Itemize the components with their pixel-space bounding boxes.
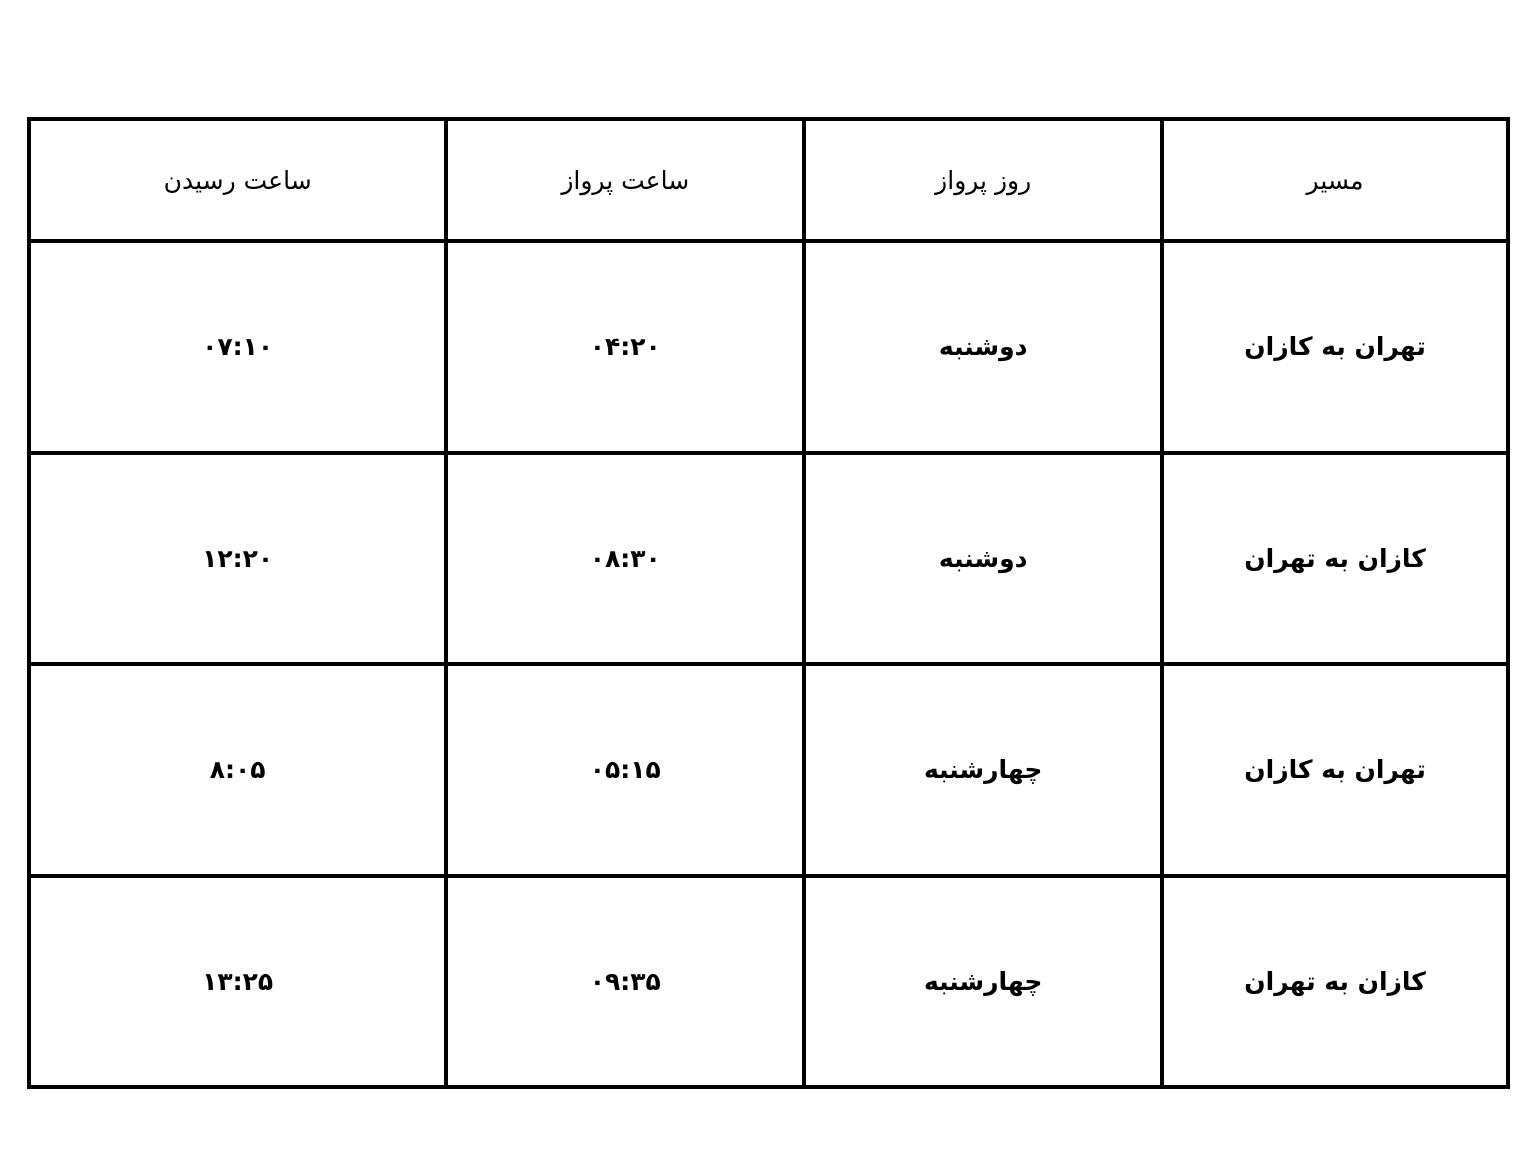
flight-day-cell: دوشنبه xyxy=(804,241,1162,453)
table-row xyxy=(29,453,1508,665)
header-route: مسیر xyxy=(1162,119,1508,241)
table-row xyxy=(29,876,1508,1088)
arrival-time-value: ۱۲:۲۰ xyxy=(202,543,274,573)
table-row xyxy=(29,241,1508,453)
header-arrival-time: ساعت رسیدن xyxy=(29,119,446,241)
departure-time-value: ۰۹:۳۵ xyxy=(589,966,661,996)
flight-schedule-table xyxy=(27,117,1510,1089)
departure-time-cell xyxy=(446,241,804,453)
departure-time-value: ۰۴:۲۰ xyxy=(589,332,661,362)
arrival-time-value: ۱۳:۲۵ xyxy=(202,966,274,996)
arrival-time-cell xyxy=(29,453,446,665)
departure-time-value: ۰۸:۳۰ xyxy=(589,543,661,573)
arrival-time-cell xyxy=(29,664,446,876)
departure-time-cell xyxy=(446,453,804,665)
header-flight-day: روز پرواز xyxy=(804,119,1162,241)
arrival-time-cell xyxy=(29,876,446,1088)
route-cell: تهران به کازان xyxy=(1162,241,1508,453)
route-cell: کازان به تهران xyxy=(1162,453,1508,665)
table-body xyxy=(29,241,1508,1087)
departure-time-cell xyxy=(446,664,804,876)
table-header xyxy=(29,119,1508,241)
route-cell: کازان به تهران xyxy=(1162,876,1508,1088)
flight-day-cell: چهارشنبه xyxy=(804,876,1162,1088)
departure-time-cell xyxy=(446,876,804,1088)
departure-time-value: ۰۵:۱۵ xyxy=(589,755,661,785)
table-row xyxy=(29,664,1508,876)
header-departure-time: ساعت پرواز xyxy=(446,119,804,241)
arrival-time-value: ۰۷:۱۰ xyxy=(202,332,274,362)
route-cell: تهران به کازان xyxy=(1162,664,1508,876)
flight-day-cell: دوشنبه xyxy=(804,453,1162,665)
arrival-time-cell xyxy=(29,241,446,453)
header-row xyxy=(29,119,1508,241)
flight-day-cell: چهارشنبه xyxy=(804,664,1162,876)
arrival-time-value: ۸:۰۵ xyxy=(209,755,266,785)
